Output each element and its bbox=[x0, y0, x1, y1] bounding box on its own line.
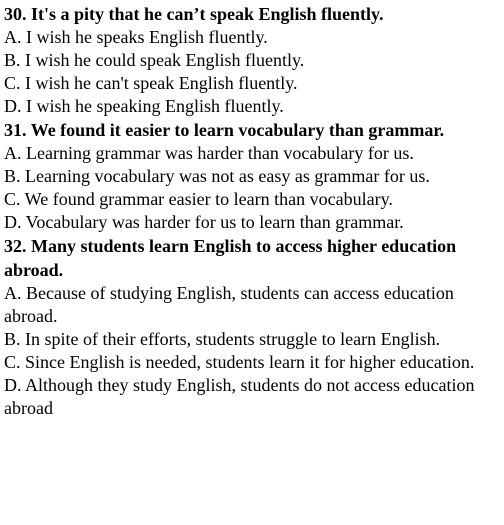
question-separator: . bbox=[22, 236, 31, 256]
option-c: C. Since English is needed, students learn it for higher education. bbox=[4, 352, 475, 372]
option-c: C. I wish he can't speak English fluently. bbox=[4, 73, 298, 93]
question-text: Many students learn English to access higher education abroad. bbox=[4, 236, 457, 280]
document-page bbox=[4, 2, 502, 420]
question-number: 31 bbox=[4, 120, 22, 140]
question-31 bbox=[4, 118, 502, 234]
question-stem bbox=[4, 2, 502, 26]
question-separator: . bbox=[22, 4, 31, 24]
question-text: We found it easier to learn vocabulary than grammar. bbox=[30, 120, 445, 140]
question-32 bbox=[4, 234, 502, 420]
option-a: A. Because of studying English, students can access education abroad. bbox=[4, 283, 454, 326]
option-b: B. In spite of their efforts, students struggle to learn English. bbox=[4, 329, 441, 349]
question-stem bbox=[4, 118, 502, 142]
question-number: 32 bbox=[4, 236, 22, 256]
option-b: B. I wish he could speak English fluently. bbox=[4, 50, 305, 70]
option-b: B. Learning vocabulary was not as easy as grammar for us. bbox=[4, 166, 430, 186]
question-stem bbox=[4, 234, 502, 282]
option-d: D. I wish he speaking English fluently. bbox=[4, 96, 284, 116]
question-number: 30 bbox=[4, 4, 22, 24]
option-c: C. We found grammar easier to learn than vocabulary. bbox=[4, 189, 393, 209]
question-separator: . bbox=[22, 120, 31, 140]
option-d: D. Vocabulary was harder for us to learn than grammar. bbox=[4, 212, 404, 232]
option-a: A. Learning grammar was harder than vocabulary for us. bbox=[4, 143, 414, 163]
option-d: D. Although they study English, students do not access education abroad bbox=[4, 375, 475, 418]
question-text: It's a pity that he can’t speak English fluently. bbox=[31, 4, 384, 24]
option-a: A. I wish he speaks English fluently. bbox=[4, 27, 268, 47]
question-30 bbox=[4, 2, 502, 118]
